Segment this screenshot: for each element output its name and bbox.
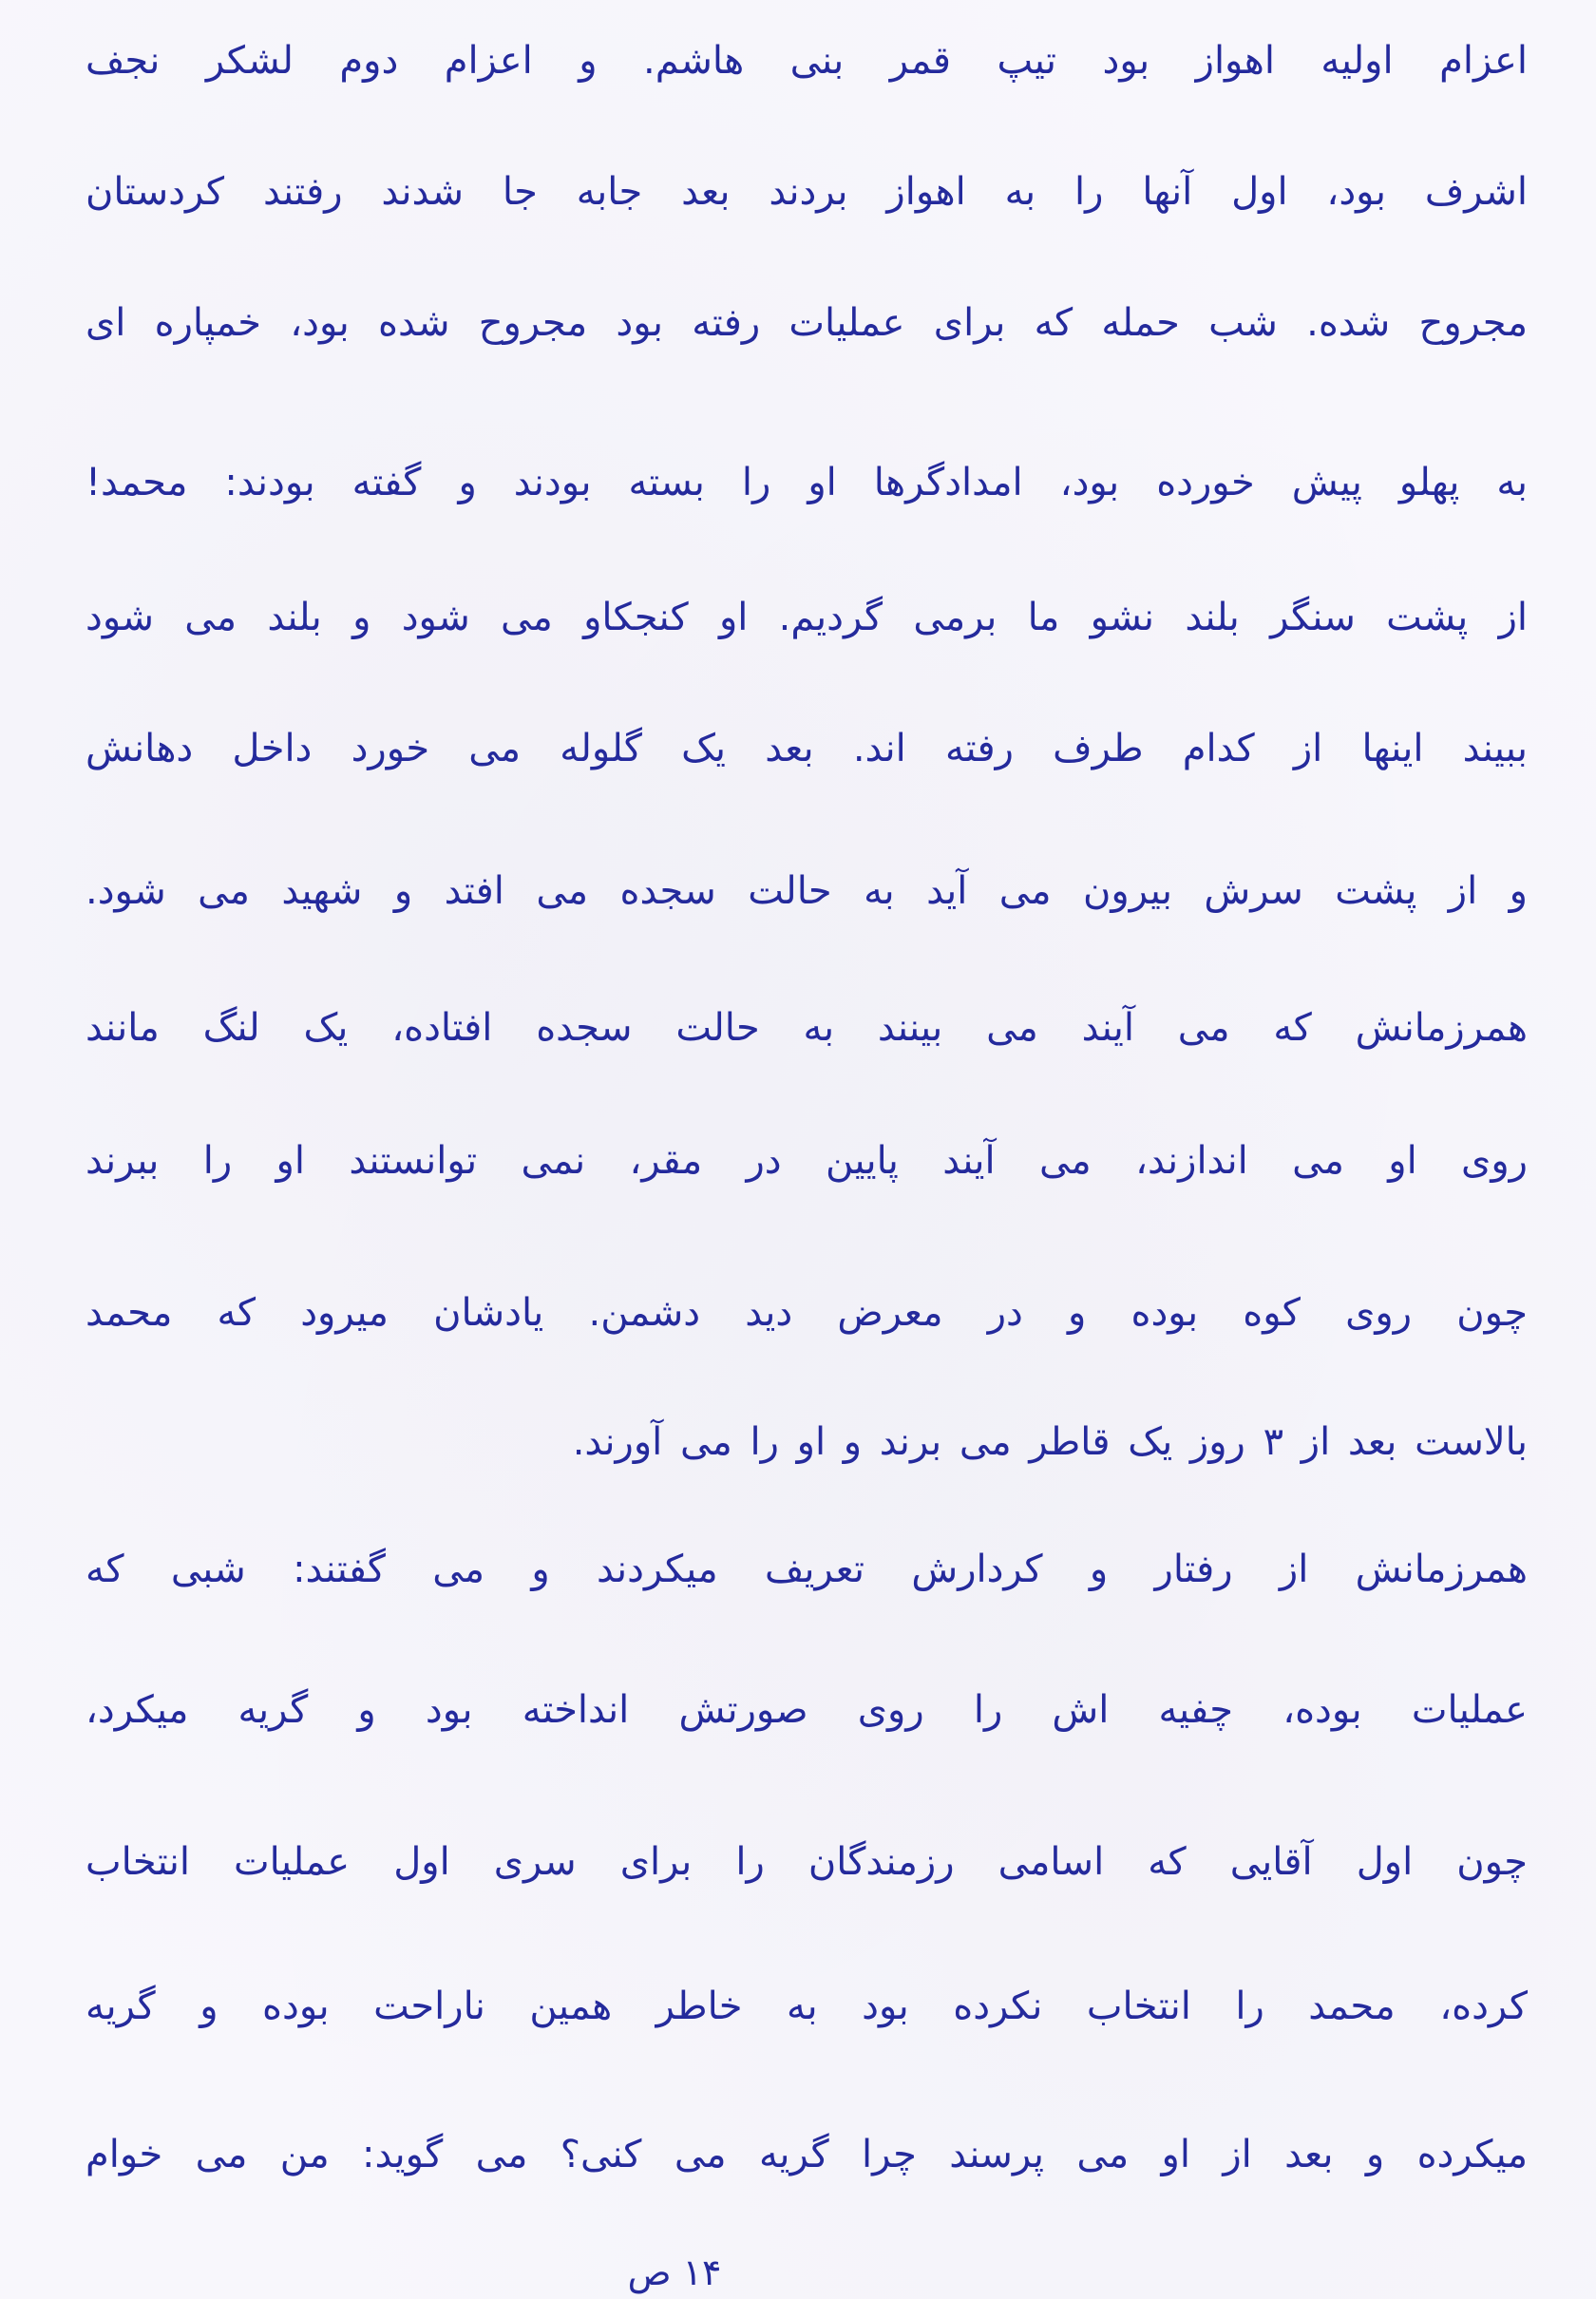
text-line-16: میکرده و بعد از او می پرسند چرا گریه می کنی؟ می گوید: من می خوام [86,2133,1528,2176]
text-line-13: عملیات بوده، چفیه اش را روی صورتش انداخته بود و گریه میکرد، [86,1688,1528,1732]
text-line-7: و از پشت سرش بیرون می آید به حالت سجده می افتد و شهید می شود. [86,869,1528,913]
page-number: ۱۴ ص [627,2252,722,2293]
text-line-5: از پشت سنگر بلند نشو ما برمی گردیم. او کنجکاو می شود و بلند می شود [86,596,1528,639]
text-line-9: روی او می اندازند، می آیند پایین در مقر، نمی توانستند او را ببرند [86,1139,1528,1183]
text-line-10: چون روی کوه بوده و در معرض دید دشمن. یادشان میرود که محمد [86,1291,1528,1335]
text-line-11: بالاست بعد از ۳ روز یک قاطر می برند و او را می آورند. [572,1420,1528,1464]
text-line-8: همرزمانش که می آیند می بینند به حالت سجده افتاده، یک لنگ مانند [86,1006,1528,1050]
text-line-14: چون اول آقایی که اسامی رزمندگان را برای سری اول عملیات انتخاب [86,1840,1528,1884]
text-line-15: کرده، محمد را انتخاب نکرده بود به خاطر همین ناراحت بوده و گریه [86,1985,1528,2028]
text-line-12: همرزمانش از رفتار و کردارش تعریف میکردند و می گفتند: شبی که [86,1548,1528,1591]
text-line-2: اشرف بود، اول آنها را به اهواز بردند بعد جابه جا شدند رفتند کردستان [86,170,1528,214]
text-line-1: اعزام اولیه اهواز بود تیپ قمر بنی هاشم. و اعزام دوم لشکر نجف [86,39,1528,83]
text-line-6: ببیند اینها از کدام طرف رفته اند. بعد یک گلوله می خورد داخل دهانش [86,727,1528,770]
text-line-3: مجروح شده. شب حمله که برای عملیات رفته بود مجروح شده بود، خمپاره ای [86,301,1528,345]
text-line-4: به پهلو پیش خورده بود، امدادگرها او را بسته بودند و گفته بودند: محمد! [86,461,1528,504]
